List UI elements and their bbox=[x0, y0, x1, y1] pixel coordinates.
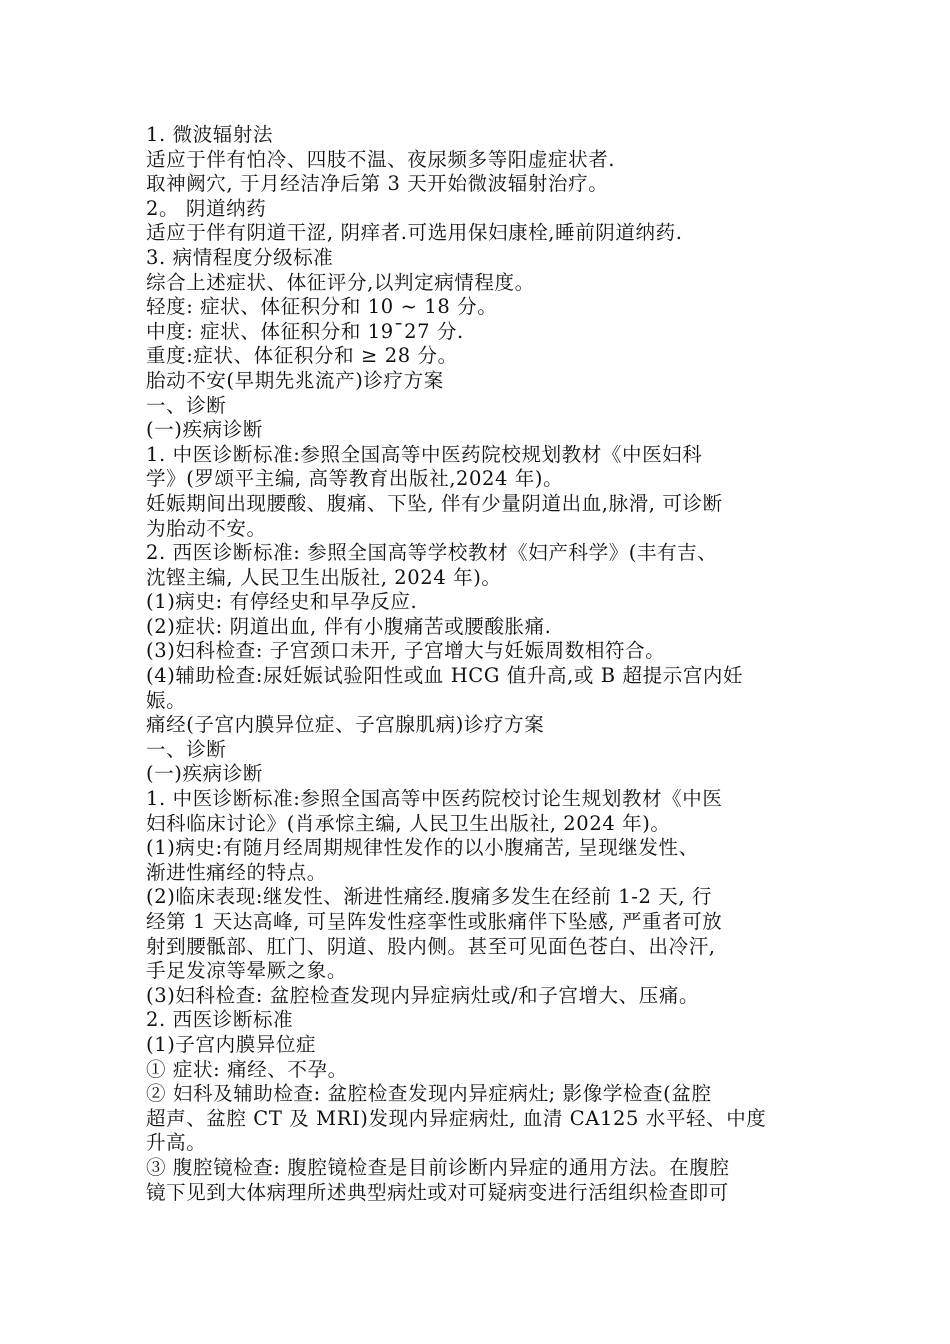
text-line: 妇科临床讨论》(肖承悰主编, 人民卫生出版社, 2024 年)。 bbox=[146, 811, 671, 835]
text-line: 适应于伴有阴道干涩, 阴痒者.可选用保妇康栓,睡前阴道纳药. bbox=[146, 221, 683, 245]
text-line: (1)病史: 有停经史和早孕反应. bbox=[146, 590, 418, 614]
text-line: 2。 阴道纳药 bbox=[146, 196, 267, 220]
text-line: 手足发凉等晕厥之象。 bbox=[146, 959, 348, 983]
text-line: 轻度: 症状、体征积分和 10 ~ 18 分。 bbox=[146, 295, 498, 319]
text-line: 为胎动不安。 bbox=[146, 516, 267, 540]
text-line: 一、诊断 bbox=[146, 393, 227, 417]
text-line: (2)症状: 阴道出血, 伴有小腹痛苦或腰酸胀痛. bbox=[146, 614, 552, 638]
text-line: 沈铿主编, 人民卫生出版社, 2024 年)。 bbox=[146, 565, 502, 589]
text-line: 1. 中医诊断标准:参照全国高等中医药院校讨论生规划教材《中医 bbox=[146, 787, 723, 811]
text-line: 娠。 bbox=[146, 688, 187, 712]
text-line: ① 症状: 痛经、不孕。 bbox=[146, 1057, 348, 1081]
section-title: 胎动不安(早期先兆流产)诊疗方案 bbox=[146, 368, 444, 392]
text-line: 2. 西医诊断标准 bbox=[146, 1008, 294, 1032]
text-line: (1)病史:有随月经周期规律性发作的以小腹痛苦, 呈现继发性、 bbox=[146, 836, 699, 860]
text-line: 3. 病情程度分级标准 bbox=[146, 245, 334, 269]
text-line: 重度:症状、体征积分和 ≥ 28 分。 bbox=[146, 344, 458, 368]
text-line: (3)妇科检查: 盆腔检查发现内异症病灶或/和子宫增大、压痛。 bbox=[146, 983, 700, 1007]
text-line: 经第 1 天达高峰, 可呈阵发性痉挛性或胀痛伴下坠感, 严重者可放 bbox=[146, 910, 723, 933]
text-line: ③ 腹腔镜检查: 腹腔镜检查是目前诊断内异症的通用方法。在腹腔 bbox=[146, 1155, 730, 1179]
text-line: 综合上述症状、体征评分,以判定病情程度。 bbox=[146, 270, 535, 294]
text-line: 中度: 症状、体征积分和 19¯27 分. bbox=[146, 319, 464, 343]
text-line: 1. 中医诊断标准:参照全国高等中医药院校规划教材《中医妇科 bbox=[146, 442, 703, 466]
text-line: 学》(罗颂平主编, 高等教育出版社,2024 年)。 bbox=[146, 467, 564, 491]
text-line: (一)疾病诊断 bbox=[146, 418, 263, 442]
text-line: (一)疾病诊断 bbox=[146, 762, 263, 786]
text-line: (3)妇科检查: 子宫颈口未开, 子宫增大与妊娠周数相符合。 bbox=[146, 639, 666, 663]
text-line: 射到腰骶部、肛门、阴道、股内侧。甚至可见面色苍白、出冷汗, bbox=[146, 934, 716, 958]
text-line: 升高。 bbox=[146, 1131, 207, 1155]
text-line: 2. 西医诊断标准: 参照全国高等学校教材《妇产科学》(丰有吉、 bbox=[146, 541, 718, 565]
document-body bbox=[146, 123, 816, 1205]
text-line: 超声、盆腔 CT 及 MRI)发现内异症病灶, 血清 CA125 水平轻、中度 bbox=[146, 1106, 767, 1130]
text-line: 适应于伴有怕冷、四肢不温、夜尿频多等阳虚症状者. bbox=[146, 147, 616, 171]
text-line: 一、诊断 bbox=[146, 737, 227, 761]
text-line: 1. 微波辐射法 bbox=[146, 123, 274, 146]
text-line: (2)临床表现:继发性、渐进性痛经.腹痛多发生在经前 1-2 天, 行 bbox=[146, 885, 713, 909]
text-line: (1)子宫内膜异位症 bbox=[146, 1032, 317, 1056]
section-title: 痛经(子宫内膜异位症、子宫腺肌病)诊疗方案 bbox=[146, 713, 545, 737]
text-line: ② 妇科及辅助检查: 盆腔检查发现内异症病灶; 影像学检查(盆腔 bbox=[146, 1082, 712, 1106]
text-line: (4)辅助检查:尿妊娠试验阳性或血 HCG 值升高,或 B 超提示宫内妊 bbox=[146, 664, 744, 688]
text-line: 镜下见到大体病理所述典型病灶或对可疑病变进行活组织检查即可 bbox=[146, 1180, 729, 1204]
text-line: 妊娠期间出现腰酸、腹痛、下坠, 伴有少量阴道出血,脉滑, 可诊断 bbox=[146, 491, 723, 515]
text-line: 取神阙穴, 于月经洁净后第 3 天开始微波辐射治疗。 bbox=[146, 172, 609, 196]
text-line: 渐进性痛经的特点。 bbox=[146, 860, 327, 884]
